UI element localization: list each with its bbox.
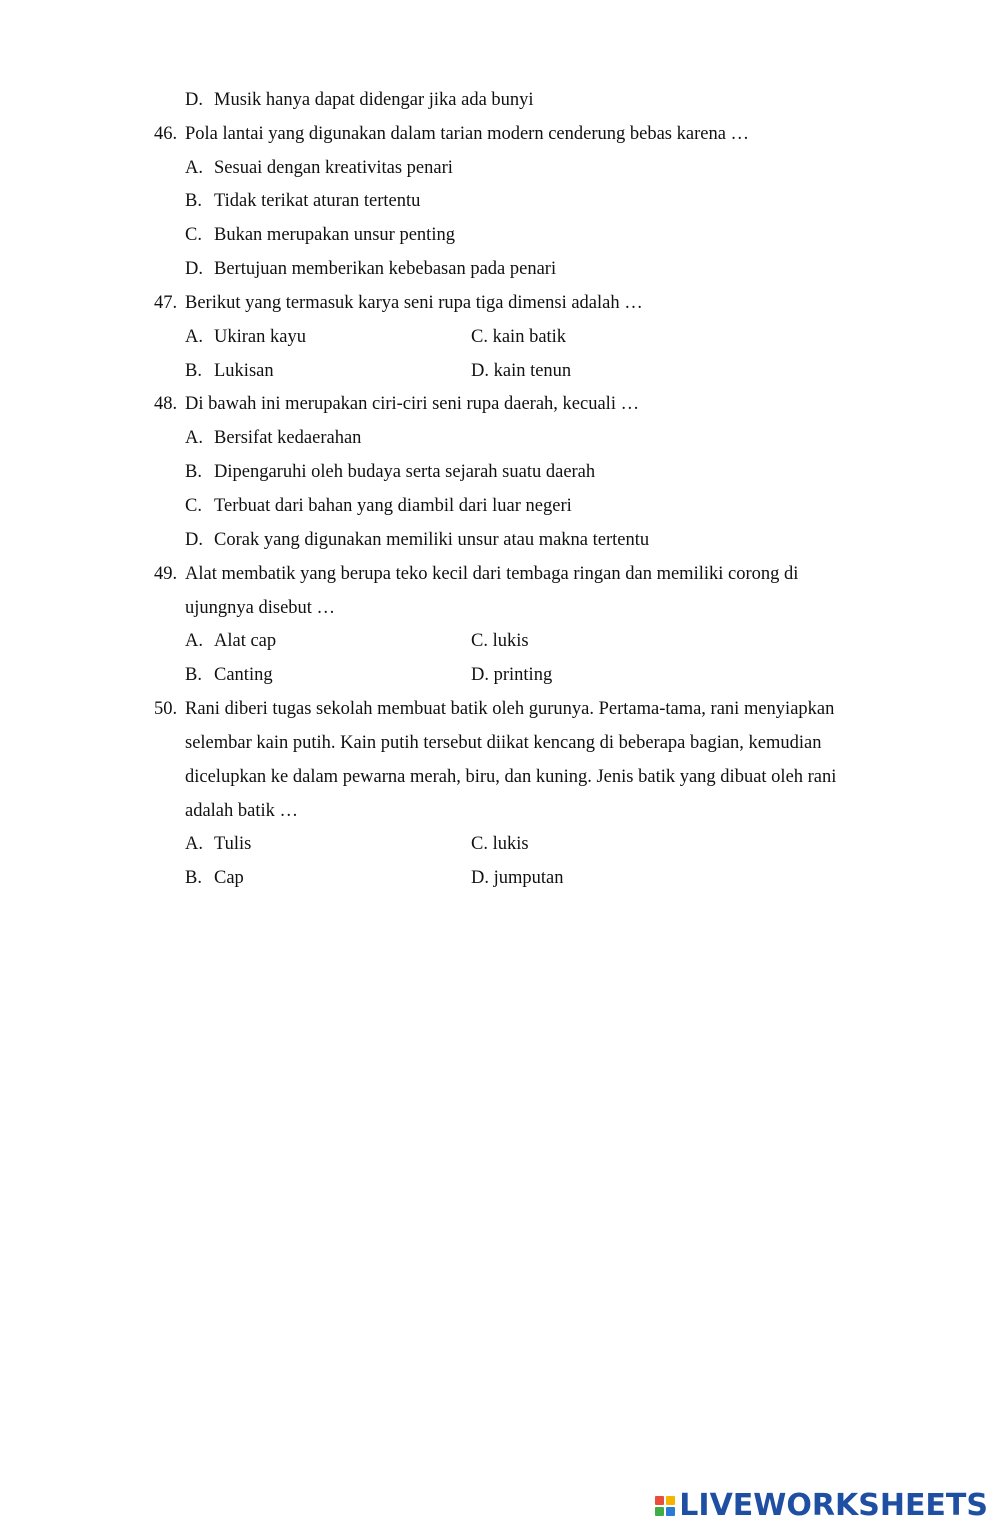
liveworksheets-logo[interactable] [655, 1489, 988, 1523]
option-text: Musik hanya dapat didengar jika ada bunyi [214, 90, 534, 110]
logo-grid-icon [655, 1496, 675, 1516]
logo-text: LIVEWORKSHEETS [679, 1488, 988, 1523]
q50-option-c[interactable]: C. lukis [471, 834, 529, 854]
q50-option-d[interactable]: D. jumputan [471, 868, 564, 888]
option-letter: D. [185, 530, 203, 550]
logo-square [655, 1507, 664, 1516]
q47-option-b-letter[interactable]: B. [185, 361, 202, 381]
q49-option-b-letter[interactable]: B. [185, 665, 202, 685]
option-letter: D. [185, 259, 203, 279]
option-letter: C. [185, 496, 202, 516]
q50-option-a-letter[interactable]: A. [185, 834, 203, 854]
q50-option-b-letter[interactable]: B. [185, 868, 202, 888]
q50-option-a-text[interactable]: Tulis [214, 834, 252, 854]
option-letter: D. [185, 90, 203, 110]
question-text: Rani diberi tugas sekolah membuat batik oleh gurunya. Pertama-tama, rani menyiapkan [185, 699, 835, 719]
question-number: 48. [154, 394, 178, 414]
question-text: Di bawah ini merupakan ciri-ciri seni rupa daerah, kecuali … [185, 394, 640, 414]
q47-option-a-text[interactable]: Ukiran kayu [214, 327, 306, 347]
option-text: Sesuai dengan kreativitas penari [214, 158, 453, 178]
q49-option-d[interactable]: D. printing [471, 665, 553, 685]
question-text: selembar kain putih. Kain putih tersebut diikat kencang di beberapa bagian, kemudian [185, 733, 822, 753]
option-text: Bersifat kedaerahan [214, 428, 362, 448]
question-number: 47. [154, 293, 178, 313]
q49-option-c[interactable]: C. lukis [471, 631, 529, 651]
question-text: ujungnya disebut … [185, 598, 336, 618]
q49-option-a-text[interactable]: Alat cap [214, 631, 277, 651]
q49-option-a-letter[interactable]: A. [185, 631, 203, 651]
option-letter: A. [185, 158, 203, 178]
option-letter: B. [185, 191, 202, 211]
q47-option-b-text[interactable]: Lukisan [214, 361, 274, 381]
question-number: 49. [154, 564, 178, 584]
q49-option-b-text[interactable]: Canting [214, 665, 273, 685]
option-letter: A. [185, 428, 203, 448]
q47-option-d[interactable]: D. kain tenun [471, 361, 572, 381]
option-text: Terbuat dari bahan yang diambil dari luar negeri [214, 496, 572, 516]
option-text: Dipengaruhi oleh budaya serta sejarah suatu daerah [214, 462, 596, 482]
option-text: Bukan merupakan unsur penting [214, 225, 455, 245]
option-text: Corak yang digunakan memiliki unsur atau makna tertentu [214, 530, 650, 550]
q47-option-c[interactable]: C. kain batik [471, 327, 567, 347]
logo-square [666, 1507, 675, 1516]
logo-square [655, 1496, 664, 1505]
logo-square [666, 1496, 675, 1505]
question-text: adalah batik … [185, 801, 299, 821]
question-text: Alat membatik yang berupa teko kecil dari tembaga ringan dan memiliki corong di [185, 564, 799, 584]
q50-option-b-text[interactable]: Cap [214, 868, 244, 888]
question-text: Berikut yang termasuk karya seni rupa tiga dimensi adalah … [185, 293, 643, 313]
question-text: Pola lantai yang digunakan dalam tarian modern cenderung bebas karena … [185, 124, 750, 144]
option-text: Bertujuan memberikan kebebasan pada penari [214, 259, 557, 279]
option-text: Tidak terikat aturan tertentu [214, 191, 421, 211]
question-number: 50. [154, 699, 178, 719]
question-number: 46. [154, 124, 178, 144]
option-letter: C. [185, 225, 202, 245]
q47-option-a-letter[interactable]: A. [185, 327, 203, 347]
option-letter: B. [185, 462, 202, 482]
question-text: dicelupkan ke dalam pewarna merah, biru, dan kuning. Jenis batik yang dibuat oleh rani [185, 767, 837, 787]
